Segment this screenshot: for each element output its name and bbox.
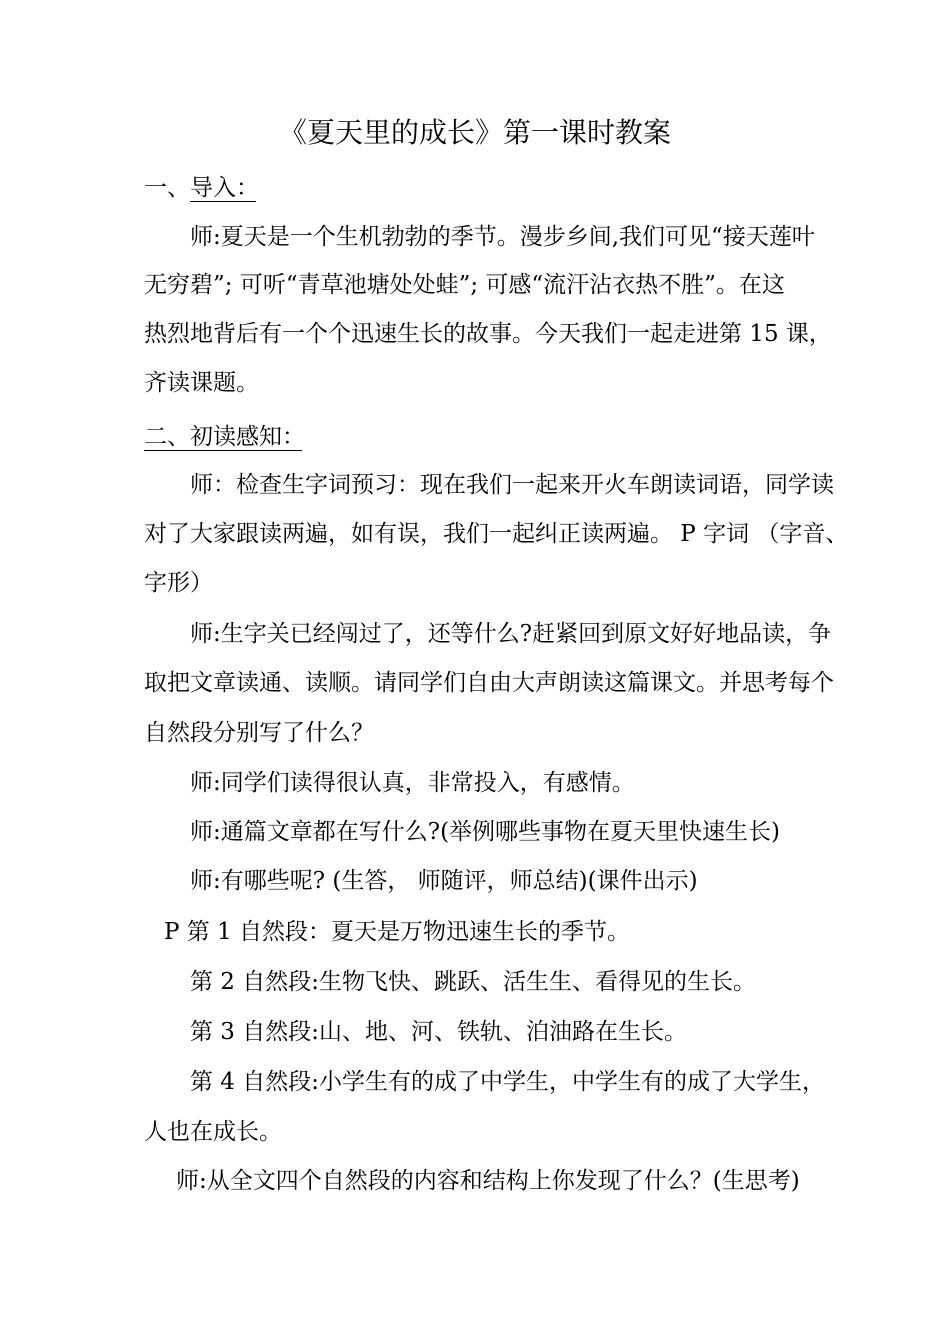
paragraph-line: 热烈地背后有一个个迅速生长的故事。今天我们一起走进第 15 课， <box>144 321 832 347</box>
paragraph-line: 人也在成长。 <box>144 1119 282 1145</box>
paragraph-line: 师:同学们读得很认真，非常投入，有感情。 <box>190 770 635 796</box>
paragraph-line: 第 4 自然段:小学生有的成了中学生，中学生有的成了大学生， <box>190 1069 826 1095</box>
heading-underline <box>190 201 256 202</box>
paragraph-line: 第 2 自然段:生物飞快、跳跃、活生生、看得见的生长。 <box>190 969 757 995</box>
paragraph-line: 师:通篇文章都在写什么?(举例哪些事物在夏天里快速生长) <box>190 819 781 845</box>
paragraph-line: P 第 1 自然段：夏天是万物迅速生长的季节。 <box>164 919 631 945</box>
document-title: 《夏天里的成长》第一课时教案 <box>278 116 671 149</box>
paragraph-line: 无穷碧”; 可听“青草池塘处处蛙”; 可感“流汗沾衣热不胜”。在这 <box>144 272 785 298</box>
paragraph-line: 齐读课题。 <box>144 370 259 396</box>
paragraph-line: 师：检查生字词预习：现在我们一起来开火车朗读词语，同学读 <box>190 472 834 498</box>
paragraph-line: 对了大家跟读两遍，如有误，我们一起纠正读两遍。 P 字词 （字音、 <box>144 521 849 547</box>
paragraph-line: 师:夏天是一个生机勃勃的季节。漫步乡间,我们可见“接天莲叶 <box>190 224 815 250</box>
paragraph-line: 取把文章读通、读顺。请同学们自由大声朗读这篇课文。并思考每个 <box>144 670 834 696</box>
paragraph-line: 字形） <box>144 570 213 596</box>
paragraph-line: 自然段分别写了什么？ <box>144 720 374 746</box>
paragraph-line: 师:从全文四个自然段的内容和结构上你发现了什么？(生思考) <box>176 1168 800 1194</box>
section-heading-first-reading: 二、初读感知： <box>144 424 305 450</box>
section-heading-intro: 一、导入： <box>144 175 259 201</box>
paragraph-line: 师:有哪些呢? (生答， 师随评，师总结)(课件出示) <box>190 868 698 894</box>
paragraph-line: 第 3 自然段:山、地、河、铁轨、泊油路在生长。 <box>190 1019 688 1045</box>
heading-underline <box>144 450 302 451</box>
paragraph-line: 师:生字关已经闯过了，还等什么?赶紧回到原文好好地品读，争 <box>190 621 832 647</box>
